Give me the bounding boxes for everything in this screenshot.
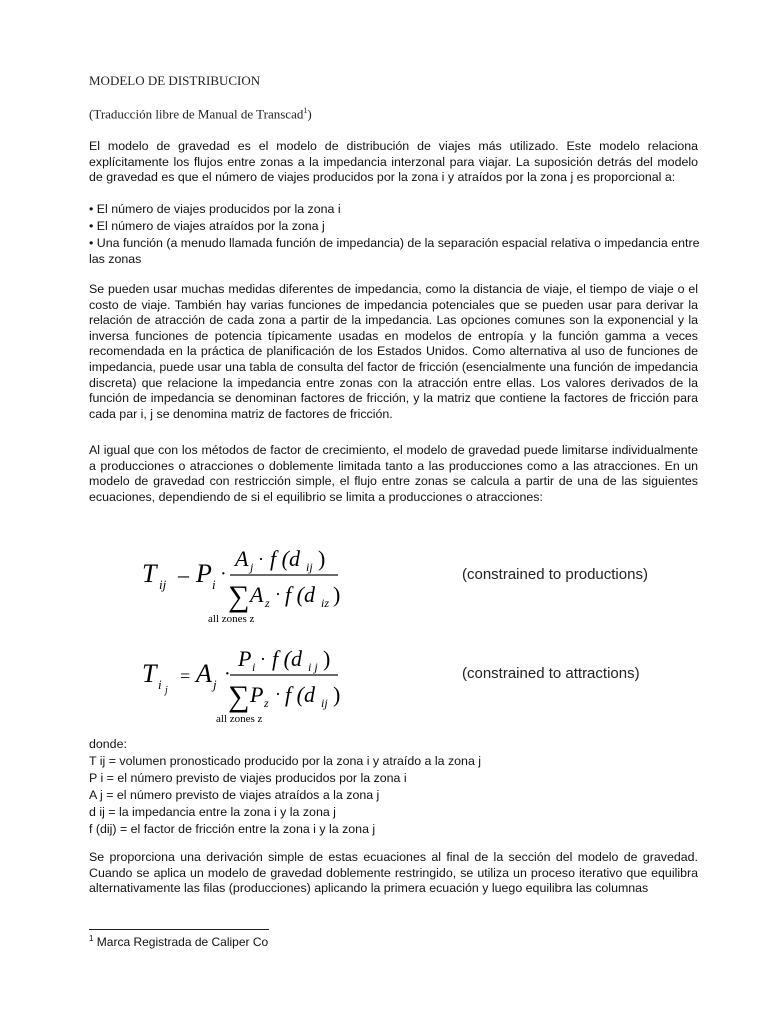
svg-text:T: T <box>142 559 157 588</box>
formula-2-svg <box>140 640 400 730</box>
svg-text:ij: ij <box>321 696 328 710</box>
svg-text:∑: ∑ <box>228 580 250 613</box>
svg-text:A: A <box>235 546 249 571</box>
impedance-text: Se pueden usar muchas medidas diferentes de impedancia, como la distancia de viaje, el tiempo de viaje o el costo de viaje. También hay varias funciones de impedancia potenciales que se pueden usar para derivar la relación de atracción de cada zona a partir de la impedancia. Las opciones comunes son la exponencial y la inversa funciones de potencia típicamente usadas en modelos de entropía y la función gamma a veces recomendada en la práctica de planificación de los Estados Unidos. Como alternativa al uso de funciones de impedancia, puede usar una tabla de consulta del factor de fricción (esencialmente una función de impedancia discreta) que relacione la impedancia entre zonas con la atracción entre ellas. Los valores derivados de la función de impedancia se denominan factores de fricción, y la matriz que contiene la factores de fricción para cada par i, j se denomina matriz de factores de fricción. <box>89 282 698 421</box>
footnote-text: Marca Registrada de Caliper Co <box>93 935 269 949</box>
doc-title: MODELO DE DISTRIBUCION <box>89 73 261 88</box>
bullet-item: • El número de viajes producidos por la zona i <box>89 202 341 216</box>
doc-subtitle <box>89 106 312 122</box>
svg-text:P: P <box>250 682 264 707</box>
closing-paragraph <box>89 850 698 897</box>
impedance-paragraph <box>89 282 698 422</box>
productions-label: (constrained to productions) <box>462 566 648 583</box>
bullet-list <box>89 201 709 267</box>
svg-text:A: A <box>250 582 264 607</box>
svg-text:f (d: f (d <box>285 582 315 607</box>
subtitle-close: ) <box>307 106 312 122</box>
donde-line: A j = el número previsto de viajes atraídos a la zona j <box>89 788 380 802</box>
svg-text:): ) <box>323 646 331 671</box>
svg-text:·: · <box>224 663 231 685</box>
donde-line: donde: <box>89 737 127 751</box>
svg-text:·: · <box>275 584 281 604</box>
svg-text:i: i <box>158 677 162 692</box>
attractions-label: (constrained to attractions) <box>462 665 640 682</box>
svg-text:f (d: f (d <box>270 546 300 571</box>
svg-text:): ) <box>333 582 341 607</box>
donde-line: P i = el número previsto de viajes producidos por la zona i <box>89 771 407 785</box>
sum-label-2: all zones z <box>216 713 263 725</box>
svg-text:–: – <box>178 562 189 587</box>
svg-text:j: j <box>165 685 168 696</box>
sum-label-1: all zones z <box>208 613 255 625</box>
closing-text: Se proporciona una derivación simple de estas ecuaciones al final de la sección del modelo de gravedad. Cuando se aplica un modelo de gravedad doblemente restringido, se utiliza un proceso iterativo que equilibra alternativamente las filas (producciones) aplicando la primera ecuación y luego equilibra las columnas <box>89 850 698 896</box>
svg-text:z: z <box>264 696 269 710</box>
svg-text:P: P <box>238 646 252 671</box>
svg-text:i j: i j <box>308 660 318 674</box>
donde-line: T ij = volumen pronosticado producido por la zona i y atraído a la zona j <box>89 754 482 768</box>
svg-text:i: i <box>212 577 216 592</box>
svg-text:=: = <box>180 666 191 686</box>
svg-text:·: · <box>275 684 281 704</box>
footnote <box>89 934 268 949</box>
svg-text:f (d: f (d <box>272 646 302 671</box>
intro-paragraph <box>89 139 698 186</box>
svg-text:A: A <box>196 659 212 688</box>
svg-text:∑: ∑ <box>228 680 250 713</box>
svg-text:·: · <box>220 563 227 585</box>
svg-text:): ) <box>318 546 326 571</box>
svg-text:P: P <box>196 559 212 588</box>
intro-text: El modelo de gravedad es el modelo de distribución de viajes más utilizado. Este modelo relaciona explícitamente los flujos entre zonas a la impedancia interzonal para viajar. La suposición detrás del modelo de gravedad es que el número de viajes producidos por la zona i y atraídos por la zona j es proporcional a: <box>89 139 698 185</box>
svg-text:·: · <box>260 649 266 669</box>
subtitle-footnote-ref: 1 <box>303 106 308 115</box>
bullet-item: • El número de viajes atraídos por la zona j <box>89 219 325 233</box>
svg-text:iz: iz <box>321 596 330 610</box>
bullet-item: • Una función (a menudo llamada función de impedancia) de la separación espacial relativa o impedancia entre las zonas <box>89 236 700 266</box>
footnote-mark: 1 <box>89 934 94 943</box>
svg-text:): ) <box>333 682 341 707</box>
formula-1-svg <box>140 540 400 630</box>
svg-text:T: T <box>142 659 157 688</box>
svg-text:f (d: f (d <box>285 682 315 707</box>
donde-list <box>89 736 709 838</box>
svg-text:ij: ij <box>306 560 313 574</box>
constraint-paragraph <box>89 443 698 505</box>
svg-text:z: z <box>265 596 270 610</box>
footnote-divider <box>89 929 269 930</box>
donde-line: f (dij) = el factor de fricción entre la zona i y la zona j <box>89 822 376 836</box>
svg-text:j: j <box>213 677 217 692</box>
constraint-text: Al igual que con los métodos de factor de crecimiento, el modelo de gravedad puede limitarse individualmente a producciones o atracciones o doblemente limitada tanto a las producciones como a las atracciones. En un modelo de gravedad con restricción simple, el flujo entre zonas se calcula a partir de una de las siguientes ecuaciones, dependiendo de si el equilibrio se limita a producciones o atracciones: <box>89 443 698 504</box>
svg-text:j: j <box>250 560 254 574</box>
svg-text:ij: ij <box>159 577 167 592</box>
svg-text:·: · <box>258 549 264 569</box>
svg-text:i: i <box>252 660 256 674</box>
subtitle-text: (Traducción libre de Manual de Transcad <box>89 106 304 122</box>
donde-line: d ij = la impedancia entre la zona i y la zona j <box>89 805 336 819</box>
